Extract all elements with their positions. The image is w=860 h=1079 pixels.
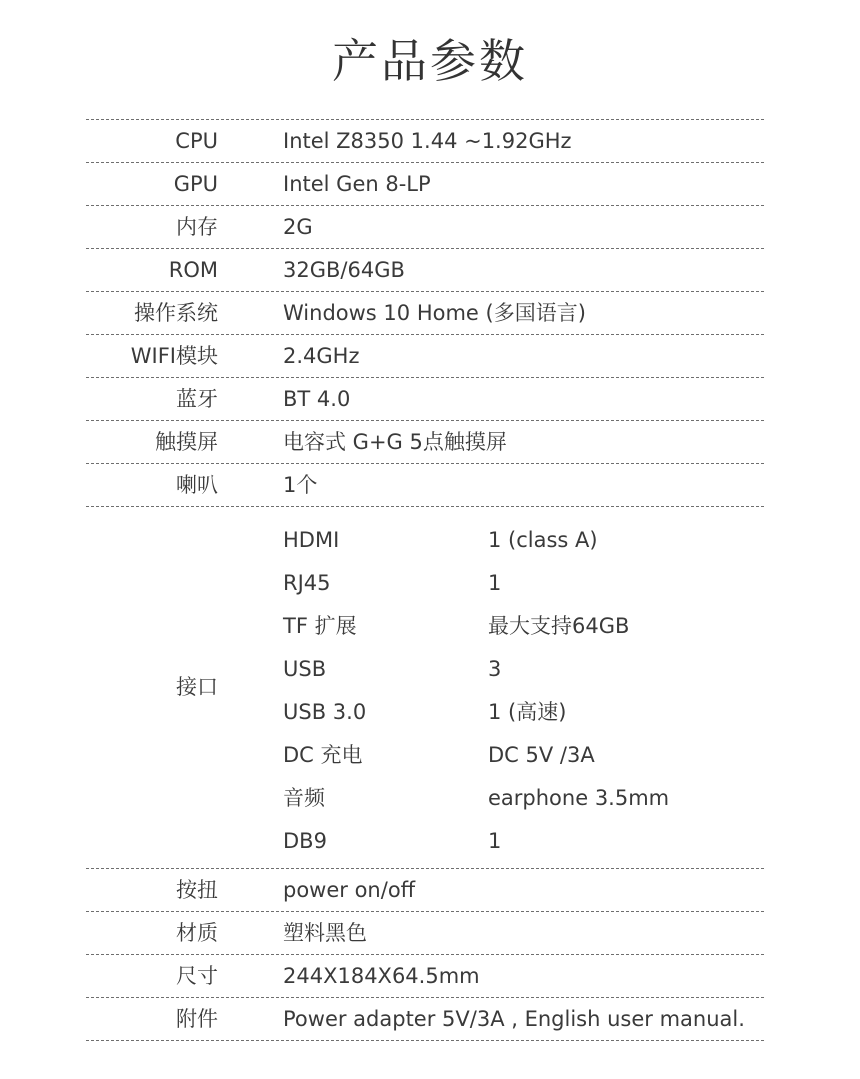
spec-value: Intel Z8350 1.44 ~1.92GHz [283, 129, 572, 153]
spec-value: 244X184X64.5mm [283, 964, 480, 988]
spec-value: 2.4GHz [283, 344, 360, 368]
spec-value: 1个 [283, 473, 318, 497]
spec-label: 触摸屏 [155, 430, 218, 454]
port-item-rj45 [283, 562, 753, 605]
port-value: 最大支持64GB [488, 614, 630, 638]
spec-label: 蓝牙 [176, 387, 218, 411]
page-title: 产品参数 [332, 34, 528, 88]
spec-row-touchscreen [86, 421, 764, 464]
port-item-db9 [283, 820, 753, 863]
port-value: DC 5V /3A [488, 743, 595, 767]
spec-label: 内存 [176, 215, 218, 239]
port-value: 1 [488, 571, 502, 595]
spec-label: 材质 [176, 921, 218, 945]
spec-value: 电容式 G+G 5点触摸屏 [283, 430, 507, 454]
port-item-audio [283, 777, 753, 820]
spec-label: ROM [168, 258, 218, 282]
port-name: DC 充电 [283, 743, 363, 767]
port-value: 3 [488, 657, 502, 681]
spec-value: BT 4.0 [283, 387, 351, 411]
spec-label: 接口 [176, 675, 218, 699]
port-value: 1 (class A) [488, 528, 598, 552]
spec-value: 塑料黑色 [283, 921, 367, 945]
spec-row-memory [86, 206, 764, 249]
spec-label: 按扭 [176, 878, 218, 902]
spec-value: Power adapter 5V/3A , English user manual. [283, 1007, 745, 1031]
spec-value: Windows 10 Home (多国语言) [283, 301, 586, 325]
spec-row-rom [86, 249, 764, 292]
port-name: USB 3.0 [283, 700, 367, 724]
port-name: 音频 [283, 786, 325, 810]
spec-label: CPU [175, 129, 218, 153]
spec-row-os [86, 292, 764, 335]
spec-label: 附件 [176, 1007, 218, 1031]
port-name: TF 扩展 [283, 614, 357, 638]
port-item-tf [283, 605, 753, 648]
spec-value: Intel Gen 8-LP [283, 172, 431, 196]
ports-list [283, 519, 753, 863]
spec-row-wifi [86, 335, 764, 378]
spec-row-bluetooth [86, 378, 764, 421]
spec-label: WIFI模块 [130, 344, 218, 368]
spec-row-size [86, 955, 764, 998]
spec-table [86, 119, 764, 1041]
spec-row-cpu [86, 120, 764, 163]
spec-value: power on/off [283, 878, 416, 902]
port-item-usb3 [283, 691, 753, 734]
spec-label: 操作系统 [134, 301, 218, 325]
spec-row-accessories [86, 998, 764, 1041]
port-name: HDMI [283, 528, 340, 552]
port-item-usb [283, 648, 753, 691]
spec-row-gpu [86, 163, 764, 206]
port-item-hdmi [283, 519, 753, 562]
port-name: RJ45 [283, 571, 331, 595]
spec-row-ports [86, 507, 764, 869]
spec-row-button [86, 869, 764, 912]
port-item-dc [283, 734, 753, 777]
port-name: DB9 [283, 829, 327, 853]
port-name: USB [283, 657, 327, 681]
spec-value: 32GB/64GB [283, 258, 405, 282]
spec-label: GPU [173, 172, 218, 196]
spec-row-speaker [86, 464, 764, 507]
port-value: 1 [488, 829, 502, 853]
spec-value: 2G [283, 215, 313, 239]
spec-label: 尺寸 [176, 964, 218, 988]
port-value: earphone 3.5mm [488, 786, 670, 810]
spec-label: 喇叭 [176, 473, 218, 497]
spec-row-material [86, 912, 764, 955]
port-value: 1 (高速) [488, 700, 567, 724]
